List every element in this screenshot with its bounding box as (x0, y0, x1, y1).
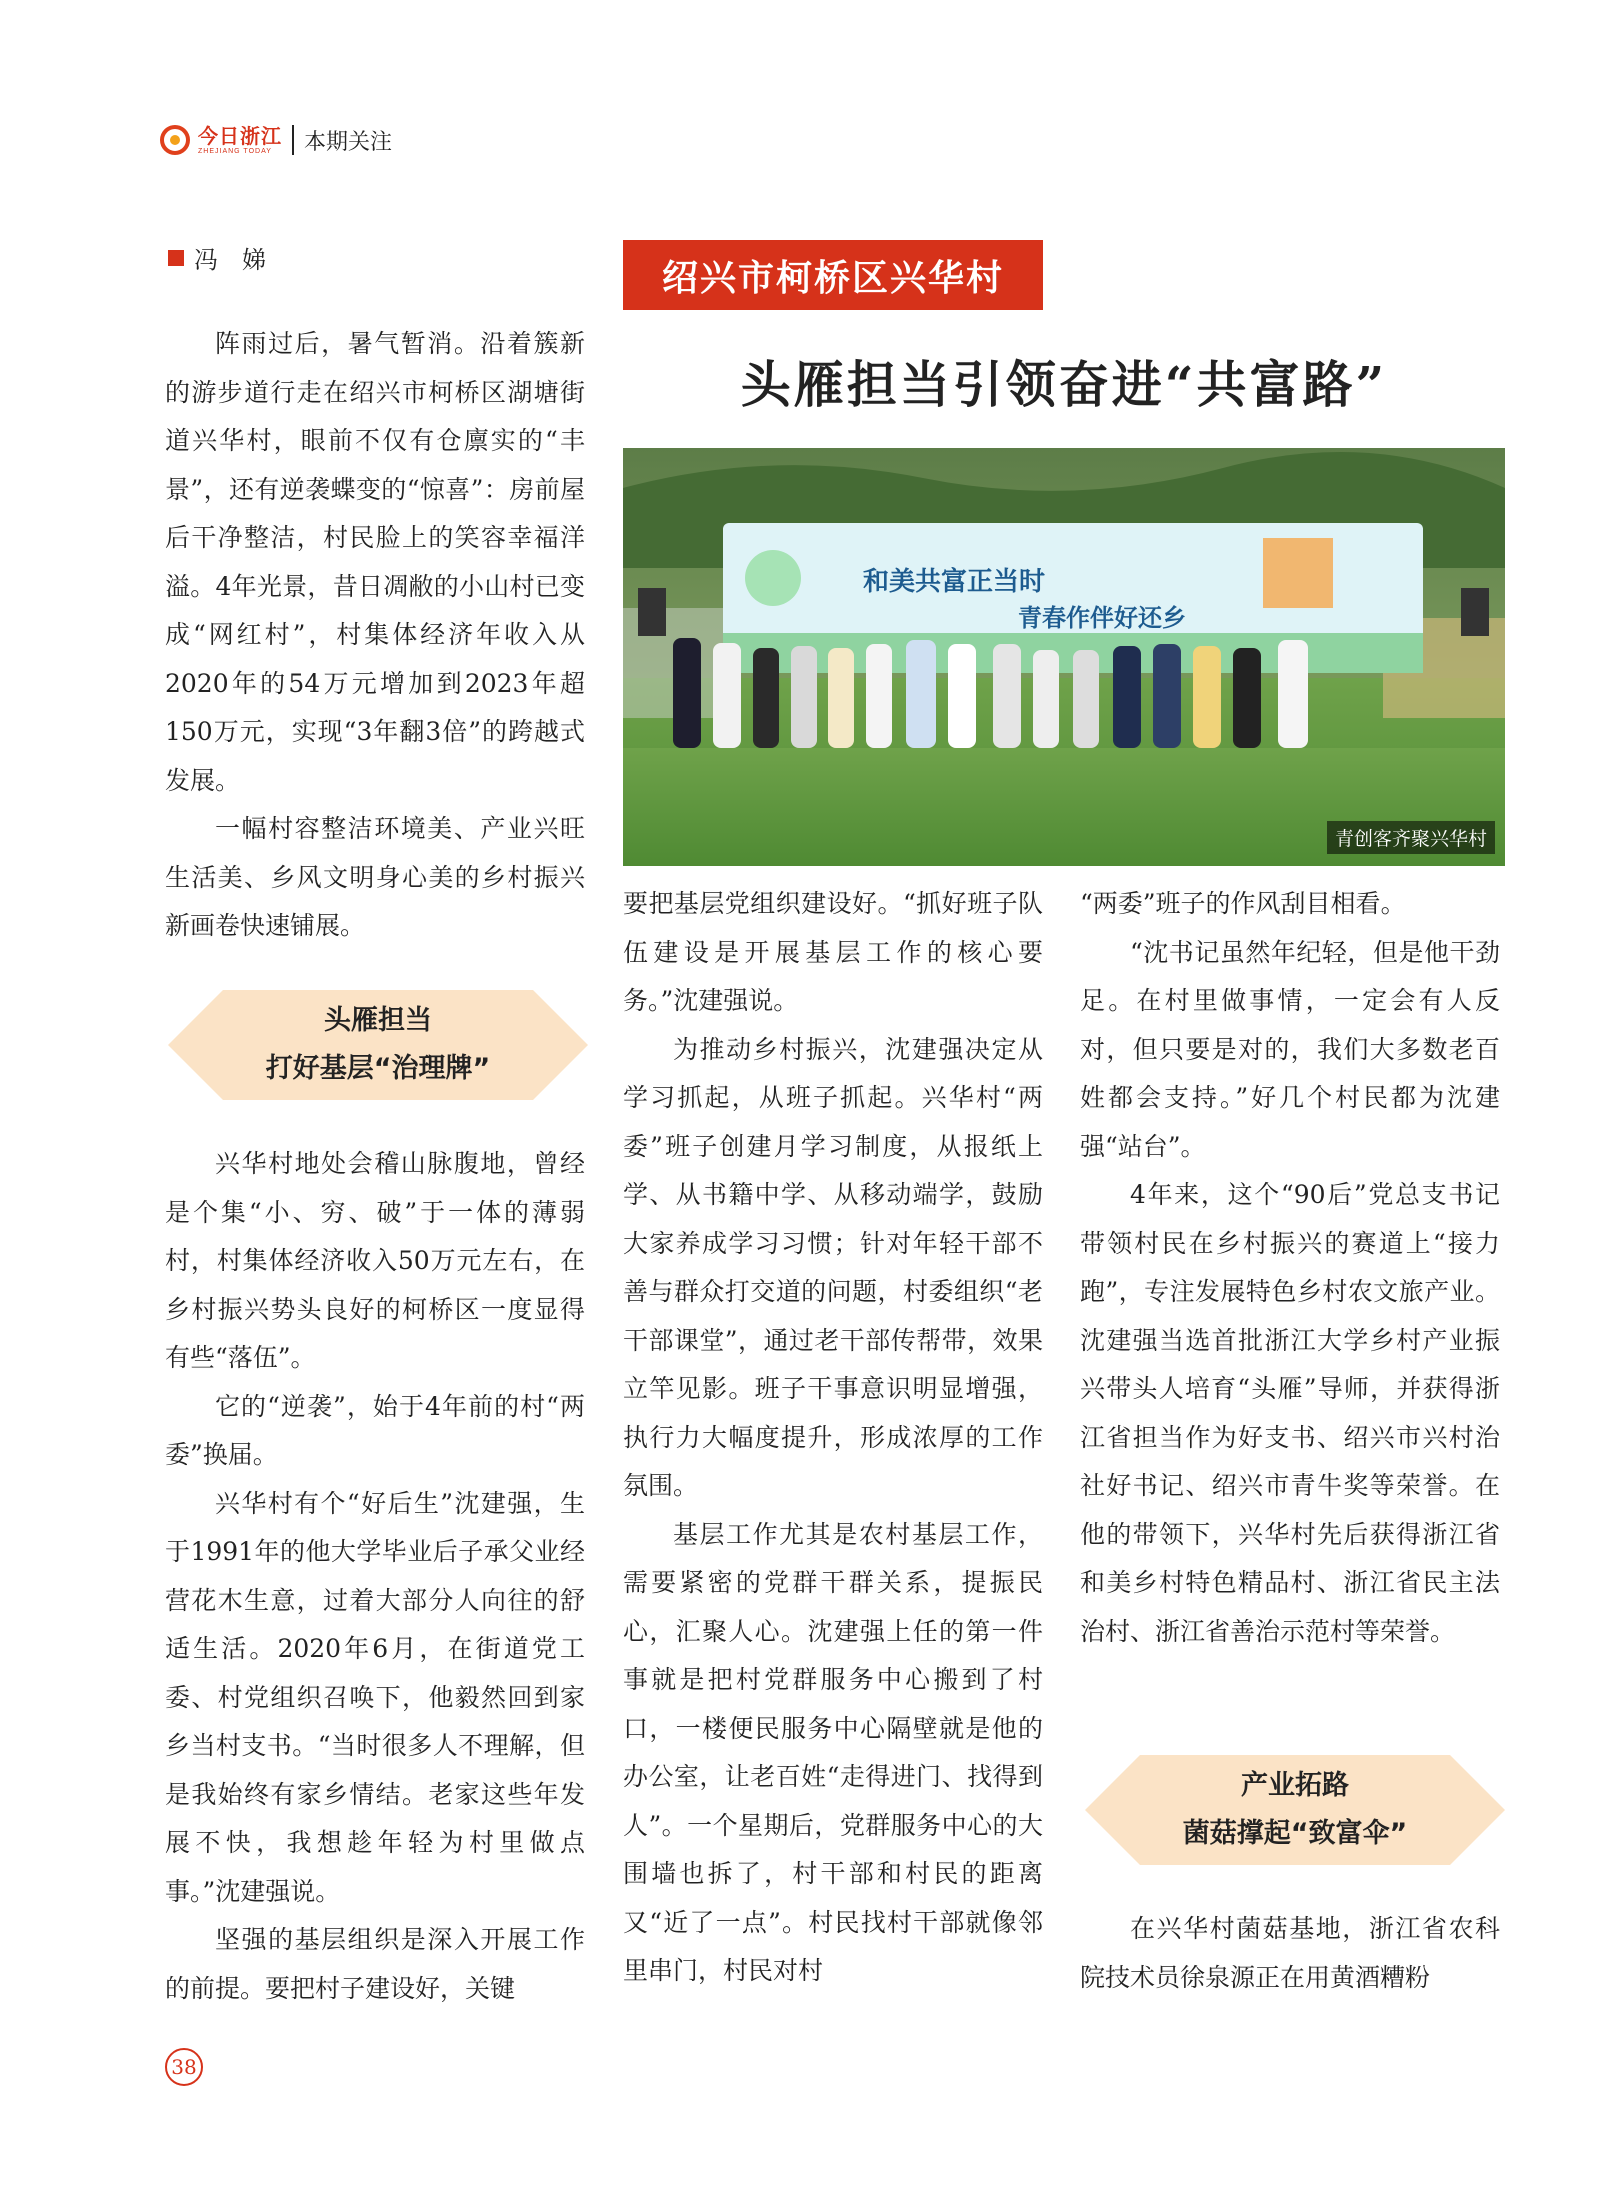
magazine-header (160, 120, 392, 160)
column-3-body (1080, 880, 1500, 1656)
banner-line-1: 头雁担当 (324, 1005, 432, 1036)
author-marker-icon (168, 250, 184, 266)
paragraph: “沈书记虽然年纪轻，但是他干劲足。在村里做事情，一定会有人反对，但只要是对的，我们大多数老百姓都会支持。”好几个村民都为沈建强“站台”。 (1080, 937, 1500, 1161)
paragraph-continued: “两委”班子的作风刮目相看。 (1080, 889, 1406, 918)
banner-line-2: 菌菇撑起“致富伞” (1182, 1818, 1408, 1849)
paragraph: 阵雨过后，暑气暂消。沿着簇新的游步道行走在绍兴市柯桥区湖塘街道兴华村，眼前不仅有仓廪实的“丰景”，还有逆袭蝶变的“惊喜”：房前屋后干净整洁，村民脸上的笑容幸福洋溢。4年光景，昔日凋敝的小山村已变成“网红村”，村集体经济年收入从2020年的54万元增加到2023年超150万元，实现“3年翻3倍”的跨越式发展。 (165, 329, 585, 795)
paragraph: 它的“逆袭”，始于4年前的村“两委”换届。 (165, 1391, 585, 1469)
paragraph: 在兴华村菌菇基地，浙江省农科院技术员徐泉源正在用黄酒糟粉 (1080, 1914, 1500, 1992)
banner-heading (1183, 1762, 1408, 1858)
paragraph-continued: 要把基层党组织建设好。“抓好班子队伍建设是开展基层工作的核心要务。”沈建强说。 (623, 889, 1043, 1015)
photo-caption: 青创客齐聚兴华村 (1327, 821, 1495, 854)
logo-title: 今日浙江 (198, 123, 282, 148)
banner-line-1: 产业拓路 (1241, 1770, 1349, 1801)
banner-line-2: 打好基层“治理牌” (265, 1053, 491, 1084)
section-heading-banner (1085, 1755, 1505, 1865)
paragraph: 坚强的基层组织是深入开展工作的前提。要把村子建设好，关键 (165, 1925, 585, 2003)
location-tag: 绍兴市柯桥区兴华村 (623, 240, 1043, 310)
logo-subtitle: ZHEJIANG TODAY (198, 147, 272, 155)
article-title: 头雁担当引领奋进“共富路” (740, 355, 1388, 414)
column-2-body (623, 880, 1043, 1996)
author-line (168, 240, 266, 275)
section-name: 本期关注 (304, 129, 393, 155)
board-slogan-1: 和美共富正当时 (863, 567, 1046, 597)
paragraph: 基层工作尤其是农村基层工作，需要紧密的党群干群关系，提振民心，汇聚人心。沈建强上任的第一件事就是把村党群服务中心搬到了村口，一楼便民服务中心隔壁就是他的办公室，让老百姓“走得进门、找得到人”。一个星期后，党群服务中心的大围墙也拆了，村干部和村民的距离又“近了一点”。村民找村干部就像邻里串门，村民对村 (623, 1519, 1043, 1985)
paragraph: 兴华村地处会稽山脉腹地，曾经是个集“小、穷、破”于一体的薄弱村，村集体经济收入50万元左右，在乡村振兴势头良好的柯桥区一度显得有些“落伍”。 (165, 1149, 585, 1372)
magazine-logo-icon (160, 125, 190, 155)
author-name: 冯 娣 (194, 246, 266, 274)
banner-heading (266, 997, 491, 1093)
magazine-logo (198, 123, 282, 155)
paragraph: 兴华村有个“好后生”沈建强，生于1991年的他大学毕业后子承父业经营花木生意，过着大部分人向往的舒适生活。2020年6月，在街道党工委、村党组织召唤下，他毅然回到家乡当村支书。“当时很多人不理解，但是我始终有家乡情结。老家这些年发展不快，我想趁年轻为村里做点事。”沈建强说。 (165, 1488, 585, 1906)
column-1-body (165, 1140, 585, 2013)
paragraph: 4年来，这个“90后”党总支书记带领村民在乡村振兴的赛道上“接力跑”，专注发展特色乡村农文旅产业。沈建强当选首批浙江大学乡村产业振兴带头人培育“头雁”导师，并获得浙江省担当作为好支书、绍兴市兴村治社好书记、绍兴市青牛奖等荣誉。在他的带领下，兴华村先后获得浙江省和美乡村特色精品村、浙江省民主法治村、浙江省善治示范村等荣誉。 (1080, 1180, 1500, 1646)
paragraph: 一幅村容整洁环境美、产业兴旺生活美、乡风文明身心美的乡村振兴新画卷快速铺展。 (165, 814, 585, 940)
column-3-continued (1080, 1905, 1500, 2002)
photo-illustration (623, 448, 1505, 866)
page-number: 38 (165, 2048, 203, 2086)
section-heading-banner (168, 990, 588, 1100)
header-divider (292, 125, 294, 155)
column-1-intro (165, 320, 585, 951)
group-photo (623, 448, 1505, 866)
paragraph: 为推动乡村振兴，沈建强决定从学习抓起，从班子抓起。兴华村“两委”班子创建月学习制度，从报纸上学、从书籍中学、从移动端学，鼓励大家养成学习习惯；针对年轻干部不善与群众打交道的问题，村委组织“老干部课堂”，通过老干部传帮带，效果立竿见影。班子干事意识明显增强，执行力大幅度提升，形成浓厚的工作氛围。 (623, 1034, 1043, 1500)
board-slogan-2: 青春作伴好还乡 (1018, 604, 1186, 632)
